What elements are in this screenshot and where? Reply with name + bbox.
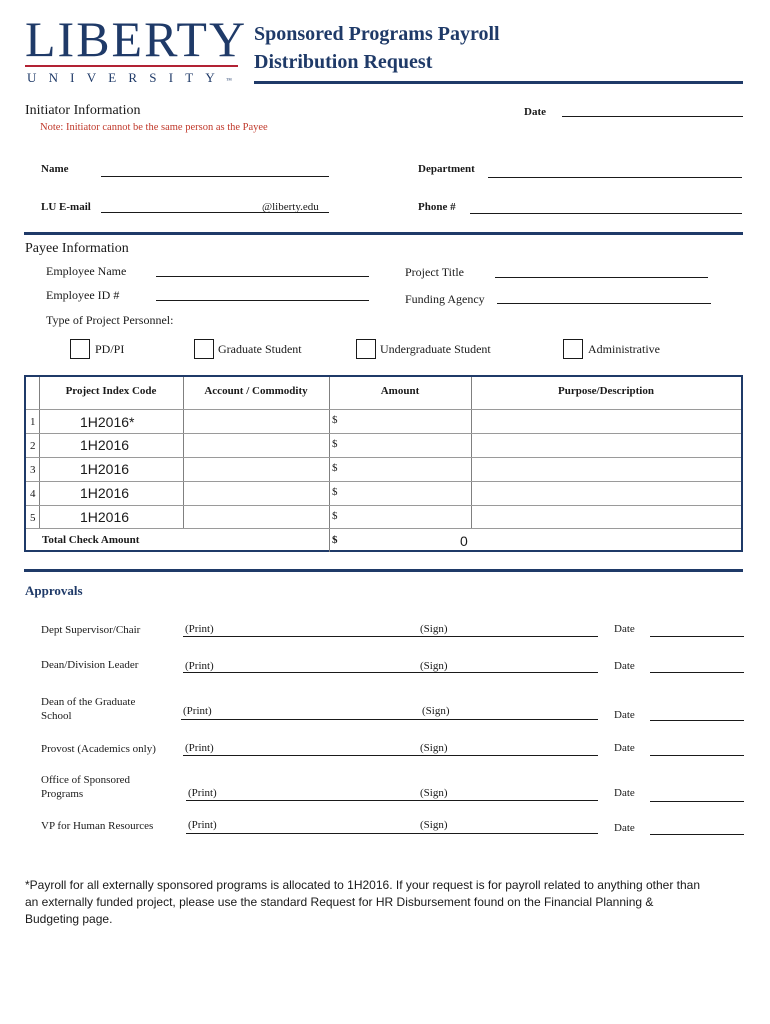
table-divider (26, 409, 741, 410)
approval-date-field[interactable] (650, 636, 744, 637)
table-divider (39, 377, 40, 529)
initiator-date-field[interactable] (562, 116, 743, 117)
approval-date-field[interactable] (650, 672, 744, 673)
personnel-type-label: Type of Project Personnel: (46, 313, 174, 327)
header-amount: Amount (380, 385, 420, 397)
section-divider (24, 569, 743, 572)
print-sign-field[interactable] (183, 636, 598, 637)
title-line-1: Sponsored Programs Payroll (254, 23, 500, 45)
approver-title: Office of Sponsored Programs (41, 774, 130, 800)
employee-id-label: Employee ID # (46, 288, 120, 302)
table-divider (26, 433, 741, 434)
print-label: (Print) (185, 623, 214, 635)
pd-pi-checkbox[interactable] (70, 339, 90, 359)
project-index-code-cell[interactable]: 1H2016 (80, 437, 130, 453)
undergraduate-student-checkbox[interactable] (356, 339, 376, 359)
graduate-student-label: Graduate Student (218, 342, 302, 356)
print-label: (Print) (185, 660, 214, 672)
employee-name-field[interactable] (156, 276, 369, 277)
initiator-note: Note: Initiator cannot be the same person as the Payee (40, 122, 268, 133)
pd-pi-label: PD/PI (95, 342, 125, 356)
header-rule (254, 81, 743, 84)
section-divider (24, 232, 743, 235)
date-label: Date (614, 709, 635, 721)
amount-currency: $ (332, 462, 338, 474)
print-sign-field[interactable] (186, 800, 598, 801)
amount-currency: $ (332, 510, 338, 522)
header-account-commodity: Account / Commodity (204, 385, 308, 397)
sign-label: (Sign) (422, 705, 450, 717)
title-line-2: Distribution Request (254, 51, 433, 73)
approval-date-field[interactable] (650, 720, 744, 721)
funding-agency-label: Funding Agency (405, 292, 485, 306)
payee-section-title: Payee Information (25, 241, 129, 256)
date-label: Date (614, 787, 635, 799)
total-check-amount-label: Total Check Amount (42, 534, 140, 546)
graduate-student-checkbox[interactable] (194, 339, 214, 359)
undergraduate-student-label: Undergraduate Student (380, 342, 491, 356)
initiator-section-title: Initiator Information (25, 103, 141, 118)
table-divider (26, 457, 741, 458)
initiator-department-field[interactable] (488, 177, 742, 178)
sign-label: (Sign) (420, 660, 448, 672)
approval-date-field[interactable] (650, 801, 744, 802)
date-label: Date (614, 742, 635, 754)
print-sign-field[interactable] (186, 833, 598, 834)
approvals-section-title: Approvals (25, 583, 83, 598)
print-sign-field[interactable] (183, 672, 598, 673)
total-currency: $ (332, 534, 338, 546)
print-label: (Print) (188, 819, 217, 831)
initiator-phone-label: Phone # (418, 201, 456, 213)
funding-agency-field[interactable] (497, 303, 711, 304)
project-title-field[interactable] (495, 277, 708, 278)
initiator-date-label: Date (524, 106, 546, 118)
amount-currency: $ (332, 438, 338, 450)
project-index-code-cell[interactable]: 1H2016 (80, 485, 130, 501)
date-label: Date (614, 822, 635, 834)
distribution-table (24, 375, 743, 552)
total-check-amount-value[interactable]: 0 (460, 533, 468, 549)
approver-title: Dept Supervisor/Chair (41, 624, 141, 636)
employee-id-field[interactable] (156, 300, 369, 301)
administrative-checkbox[interactable] (563, 339, 583, 359)
print-label: (Print) (188, 787, 217, 799)
initiator-name-field[interactable] (101, 176, 329, 177)
approval-date-field[interactable] (650, 834, 744, 835)
date-label: Date (614, 660, 635, 672)
table-divider (471, 377, 472, 529)
print-label: (Print) (185, 742, 214, 754)
sign-label: (Sign) (420, 742, 448, 754)
administrative-label: Administrative (588, 342, 660, 356)
initiator-email-label: LU E-mail (41, 201, 91, 213)
approver-title: VP for Human Resources (41, 820, 154, 832)
approver-title: Dean of the Graduate School (41, 696, 136, 722)
sign-label: (Sign) (420, 819, 448, 831)
initiator-department-label: Department (418, 163, 475, 175)
project-index-code-cell[interactable]: 1H2016* (80, 414, 135, 430)
amount-currency: $ (332, 486, 338, 498)
table-divider (329, 377, 330, 552)
email-domain-suffix: @liberty.edu (262, 201, 319, 213)
initiator-phone-field[interactable] (470, 213, 742, 214)
row-number: 4 (30, 488, 36, 500)
logo-divider (25, 65, 238, 67)
print-sign-field[interactable] (183, 755, 598, 756)
table-divider (183, 377, 184, 529)
table-divider (26, 505, 741, 506)
logo-trademark: ™ (226, 78, 232, 84)
header-purpose-description: Purpose/Description (558, 385, 654, 397)
approver-title: Provost (Academics only) (41, 743, 156, 755)
logo-subtitle: UNIVERSITY (27, 70, 227, 85)
logo-wordmark: LIBERTY (25, 11, 248, 67)
approval-date-field[interactable] (650, 755, 744, 756)
project-title-label: Project Title (405, 265, 465, 279)
print-sign-field[interactable] (181, 719, 598, 720)
amount-currency: $ (332, 414, 338, 426)
initiator-name-label: Name (41, 163, 69, 175)
approver-title: Dean/Division Leader (41, 659, 139, 671)
row-number: 2 (30, 440, 36, 452)
project-index-code-cell[interactable]: 1H2016 (80, 509, 130, 525)
date-label: Date (614, 623, 635, 635)
payroll-footnote: *Payroll for all externally sponsored programs is allocated to 1H2016. If your request is for payroll related to anything other than an externally funded project, please use the standard Request for HR Disbursement found on the Financial Planning & Budgeting page. (25, 878, 701, 926)
page-title (254, 20, 500, 76)
project-index-code-cell[interactable]: 1H2016 (80, 461, 130, 477)
employee-name-label: Employee Name (46, 264, 127, 278)
row-number: 1 (30, 416, 36, 428)
table-divider (26, 528, 741, 529)
print-label: (Print) (183, 705, 212, 717)
sign-label: (Sign) (420, 623, 448, 635)
row-number: 3 (30, 464, 36, 476)
row-number: 5 (30, 512, 36, 524)
header-project-index-code: Project Index Code (65, 385, 157, 397)
sign-label: (Sign) (420, 787, 448, 799)
table-divider (26, 481, 741, 482)
